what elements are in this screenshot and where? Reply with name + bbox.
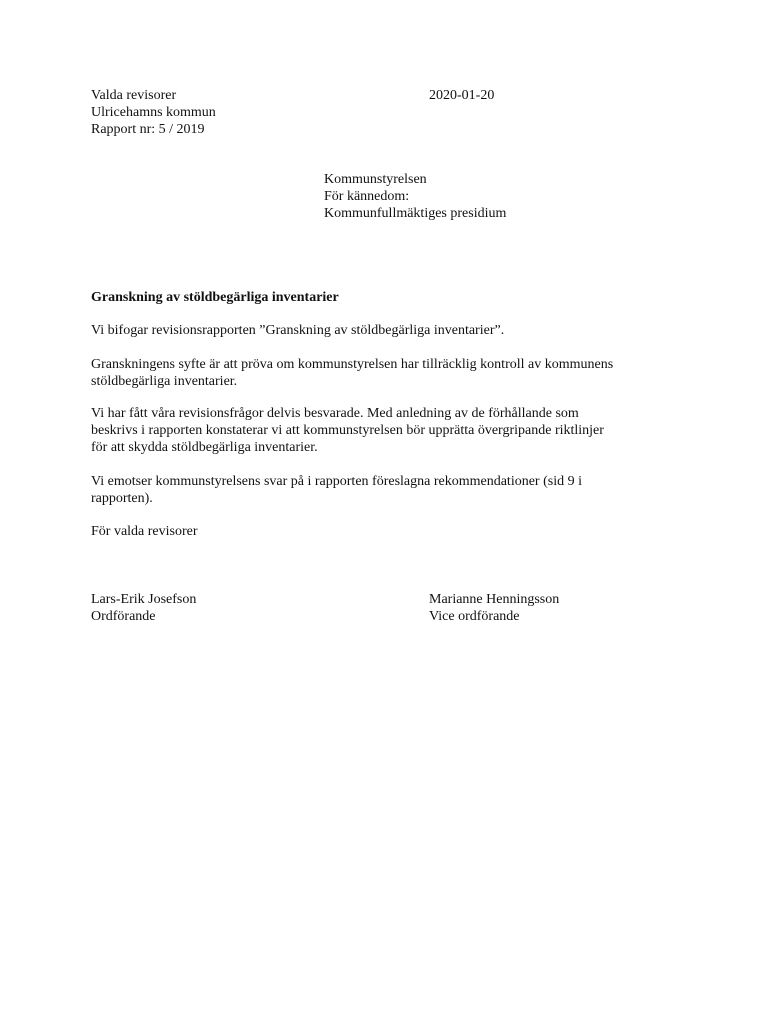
sender-name: Valda revisorer bbox=[91, 88, 177, 103]
report-number: Rapport nr: 5 / 2019 bbox=[91, 122, 205, 137]
recipient-primary: Kommunstyrelsen bbox=[324, 172, 427, 187]
signatory-title: Ordförande bbox=[91, 609, 156, 624]
signature-vice-chair bbox=[429, 591, 559, 625]
paragraph-response-request bbox=[91, 473, 691, 507]
paragraph-attachment bbox=[91, 322, 691, 339]
paragraph-line: Vi har fått våra revisionsfrågor delvis besvarade. Med anledning av de förhållande som bbox=[91, 406, 579, 421]
paragraph-line: Vi emotser kommunstyrelsens svar på i rapporten föreslagna rekommendationer (sid 9 i bbox=[91, 474, 582, 489]
paragraph-line: Granskningens syfte är att pröva om kommunstyrelsen har tillräcklig kontroll av kommunens bbox=[91, 357, 614, 372]
recipient-block bbox=[324, 171, 506, 222]
signatory-name: Lars-Erik Josefson bbox=[91, 592, 197, 607]
signature-chair bbox=[91, 591, 196, 625]
recipient-cc: Kommunfullmäktiges presidium bbox=[324, 206, 507, 221]
paragraph-line: rapporten). bbox=[91, 491, 153, 506]
paragraph-line: beskrivs i rapporten konstaterar vi att kommunstyrelsen bör upprätta övergripande riktlinjer bbox=[91, 423, 604, 438]
recipient-cc-label: För kännedom: bbox=[324, 189, 410, 204]
signatory-title: Vice ordförande bbox=[429, 609, 520, 624]
paragraph-line: stöldbegärliga inventarier. bbox=[91, 374, 238, 389]
closing-line: För valda revisorer bbox=[91, 524, 198, 539]
paragraph-line: för att skydda stöldbegärliga inventarier. bbox=[91, 440, 318, 455]
paragraph-findings bbox=[91, 405, 691, 456]
paragraph-purpose bbox=[91, 356, 691, 390]
paragraph-line: Vi bifogar revisionsrapporten ”Granskning av stöldbegärliga inventarier”. bbox=[91, 323, 505, 338]
document-heading: Granskning av stöldbegärliga inventarier bbox=[91, 290, 339, 305]
sender-organization: Ulricehamns kommun bbox=[91, 105, 216, 120]
sender-block bbox=[91, 87, 216, 138]
letter-date: 2020-01-20 bbox=[429, 88, 495, 103]
signatory-name: Marianne Henningsson bbox=[429, 592, 560, 607]
